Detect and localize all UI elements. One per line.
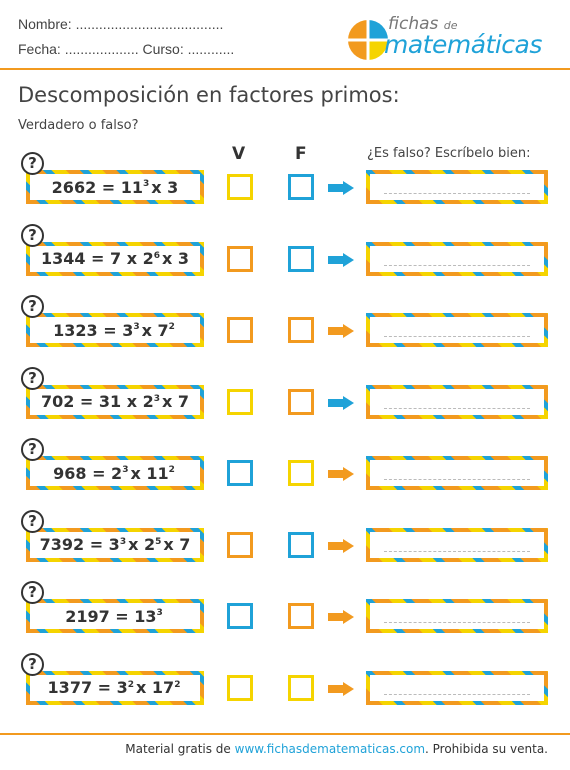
footer-divider: [0, 733, 570, 735]
correction-answer-field[interactable]: [366, 671, 548, 705]
false-checkbox[interactable]: [288, 460, 314, 486]
factorization-statement: [26, 385, 204, 419]
page-title: Descomposición en factores primos:: [18, 83, 400, 107]
statement-term: 2197 = 13: [65, 606, 157, 626]
writing-line: [384, 336, 530, 337]
exponent: 3: [143, 179, 150, 189]
statement-term: x 2: [128, 535, 156, 554]
false-checkbox[interactable]: [288, 174, 314, 200]
exponent: 2: [168, 465, 175, 475]
writing-line: [384, 193, 530, 194]
writing-line: [384, 408, 530, 409]
statement-term: x 7: [163, 535, 191, 554]
exercise-row: [0, 510, 570, 570]
false-checkbox[interactable]: [288, 675, 314, 701]
statement-term: 7392 = 3: [39, 535, 120, 554]
writing-line: [384, 622, 530, 623]
arrow-right-icon: [328, 181, 354, 195]
statement-term: x 7: [141, 320, 169, 340]
exercise-row: [0, 224, 570, 284]
question-mark-icon: ?: [21, 581, 44, 604]
exponent: 3: [119, 536, 127, 547]
true-checkbox[interactable]: [227, 675, 253, 701]
statement-term: x 3: [151, 177, 179, 197]
exercise-row: [0, 295, 570, 355]
false-checkbox[interactable]: [288, 603, 314, 629]
statement-term: 968 = 2: [53, 463, 123, 483]
exercise-row: [0, 581, 570, 641]
statement-term: 1377 = 3: [47, 678, 128, 697]
header-divider: [0, 68, 570, 70]
statement-term: x 17: [136, 678, 175, 697]
statement-term: 2662 = 11: [51, 177, 144, 197]
arrow-right-icon: [328, 324, 354, 338]
question-mark-icon: ?: [21, 367, 44, 390]
statement-term: 1344 = 7 x 2: [40, 249, 154, 268]
column-true-header: V: [232, 144, 246, 164]
logo-line1: fichas de: [388, 14, 458, 34]
question-mark-icon: ?: [21, 152, 44, 175]
arrow-right-icon: [328, 539, 354, 553]
true-checkbox[interactable]: [227, 174, 253, 200]
false-checkbox[interactable]: [288, 317, 314, 343]
statement-term: x 7: [162, 392, 190, 411]
factorization-statement: [26, 528, 204, 562]
logo-line2: matemáticas: [384, 30, 542, 59]
false-checkbox[interactable]: [288, 246, 314, 272]
arrow-right-icon: [328, 253, 354, 267]
arrow-right-icon: [328, 682, 354, 696]
exponent: 2: [174, 679, 181, 690]
question-mark-icon: ?: [21, 438, 44, 461]
statement-term: 1323 = 3: [53, 320, 134, 340]
factorization-statement: [26, 599, 204, 633]
footer-link[interactable]: www.fichasdematematicas.com: [234, 742, 426, 756]
writing-line: [384, 694, 530, 695]
question-mark-icon: ?: [21, 224, 44, 247]
name-field-label[interactable]: Nombre: ......................................: [18, 16, 224, 32]
factorization-statement: [26, 671, 204, 705]
footer-text: Material gratis de www.fichasdematematicas.com. Prohibida su venta.: [125, 742, 548, 756]
exercise-row: [0, 653, 570, 713]
column-false-header: F: [295, 144, 307, 164]
column-correction-header: ¿Es falso? Escríbelo bien:: [367, 146, 531, 161]
exponent: 3: [153, 393, 161, 404]
arrow-right-icon: [328, 610, 354, 624]
exercise-row: [0, 367, 570, 427]
exercise-row: [0, 152, 570, 212]
true-checkbox[interactable]: [227, 603, 253, 629]
writing-line: [384, 479, 530, 480]
writing-line: [384, 551, 530, 552]
correction-answer-field[interactable]: [366, 385, 548, 419]
statement-term: x 3: [162, 249, 190, 268]
question-mark-icon: ?: [21, 295, 44, 318]
arrow-right-icon: [328, 467, 354, 481]
correction-answer-field[interactable]: [366, 313, 548, 347]
exponent: 3: [156, 608, 163, 618]
statement-term: x 11: [130, 463, 169, 483]
exponent: 5: [155, 536, 162, 547]
exponent: 2: [168, 322, 175, 332]
exponent: 3: [133, 322, 140, 332]
true-checkbox[interactable]: [227, 460, 253, 486]
correction-answer-field[interactable]: [366, 242, 548, 276]
statement-term: 702 = 31 x 2: [40, 392, 154, 411]
factorization-statement: [26, 170, 204, 204]
false-checkbox[interactable]: [288, 532, 314, 558]
question-mark-icon: ?: [21, 510, 44, 533]
correction-answer-field[interactable]: [366, 528, 548, 562]
factorization-statement: [26, 456, 204, 490]
site-logo: [346, 14, 556, 64]
date-course-field-label[interactable]: Fecha: ................... Curso: ............: [18, 41, 235, 57]
correction-answer-field[interactable]: [366, 599, 548, 633]
writing-line: [384, 265, 530, 266]
false-checkbox[interactable]: [288, 389, 314, 415]
factorization-statement: [26, 313, 204, 347]
exponent: 6: [153, 250, 161, 261]
factorization-statement: [26, 242, 204, 276]
arrow-right-icon: [328, 396, 354, 410]
exponent: 2: [127, 679, 135, 690]
true-checkbox[interactable]: [227, 532, 253, 558]
true-checkbox[interactable]: [227, 389, 253, 415]
correction-answer-field[interactable]: [366, 456, 548, 490]
correction-answer-field[interactable]: [366, 170, 548, 204]
exercise-row: [0, 438, 570, 498]
true-checkbox[interactable]: [227, 317, 253, 343]
question-mark-icon: ?: [21, 653, 44, 676]
true-checkbox[interactable]: [227, 246, 253, 272]
page-subtitle: Verdadero o falso?: [18, 118, 139, 133]
exponent: 3: [122, 465, 129, 475]
